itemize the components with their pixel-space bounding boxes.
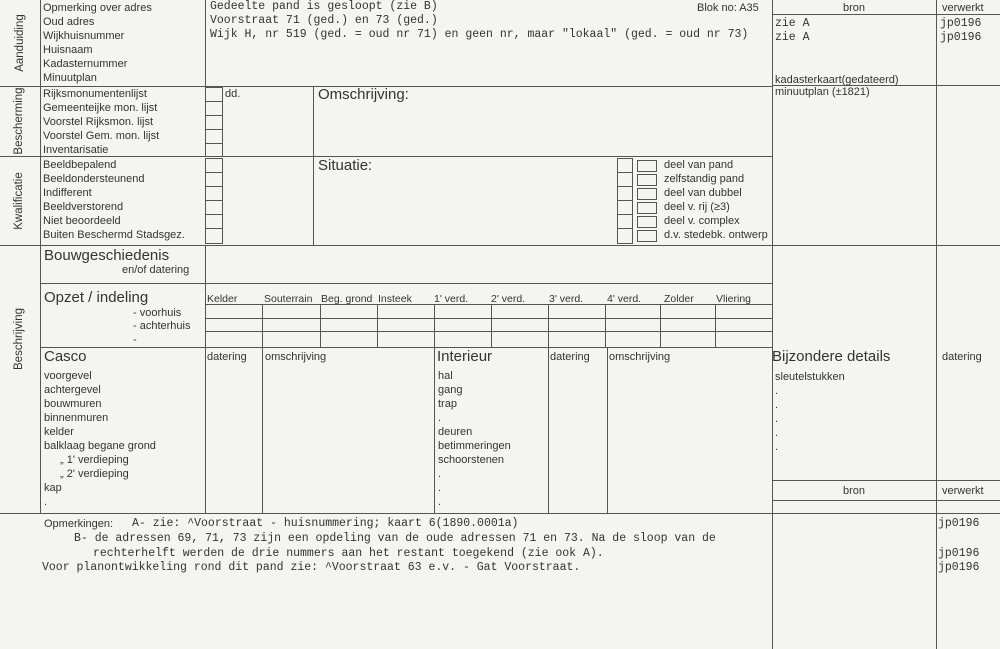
checkbox-zelfstandig-pand[interactable]	[617, 172, 633, 187]
bron-value: zie A	[775, 31, 810, 44]
interieur-heading: Interieur	[437, 348, 493, 365]
bijzondere-item: .	[775, 413, 779, 425]
interieur-item: trap	[438, 398, 457, 410]
deel-van-dubbel-icon	[637, 188, 657, 200]
verwerkt-value: jp0196	[938, 517, 980, 530]
opzet-heading: Opzet / indeling	[44, 289, 149, 306]
casco-omschrijving-header: omschrijving	[265, 351, 327, 363]
verwerkt-header: verwerkt	[942, 2, 984, 14]
aanduiding-bron-values	[775, 17, 899, 97]
section-label-kwalificatie: Kwalificatie	[13, 172, 25, 230]
casco-items	[44, 369, 156, 509]
bijzondere-item: .	[775, 399, 779, 411]
interieur-datering-header: datering	[550, 351, 590, 363]
label-indifferent: Indifferent	[43, 187, 92, 199]
checkbox-voorstel-rijksmon[interactable]	[205, 115, 223, 130]
floor-kelder: Kelder	[207, 293, 238, 305]
checkbox-rijksmonumentenlijst[interactable]	[205, 87, 223, 102]
bijzondere-datering-header: datering	[942, 351, 982, 363]
floor-vliering: Vliering	[716, 293, 752, 305]
bron-value: kadasterkaart(gedateerd)	[775, 74, 899, 86]
interieur-item: deuren	[438, 426, 473, 438]
casco-item: achtergevel	[44, 384, 101, 396]
bron-value: zie A	[775, 17, 810, 30]
casco-item: .	[44, 496, 48, 508]
checkbox-stedebk-ontwerp[interactable]	[617, 228, 633, 244]
bijzondere-item: .	[775, 427, 779, 439]
label-minuutplan: Minuutplan	[43, 72, 97, 84]
interieur-omschrijving-header: omschrijving	[609, 351, 671, 363]
bron-value	[775, 59, 899, 73]
floor-insteek: Insteek	[378, 293, 412, 305]
dd-label: dd.	[225, 88, 241, 100]
checkbox-beeldverstorend[interactable]	[205, 200, 223, 215]
opmerking-line-a: A- zie: ^Voorstraat - huisnummering; kaart 6(1890.0001a)	[132, 517, 519, 530]
floor-zolder: Zolder	[664, 293, 694, 305]
verwerkt-value: jp0196	[940, 31, 982, 44]
label-deel-v-rij: deel v. rij (≥3)	[664, 201, 730, 213]
aanduiding-values	[210, 0, 748, 42]
checkbox-buiten-beschermd[interactable]	[205, 228, 223, 244]
checkbox-deel-v-rij[interactable]	[617, 200, 633, 215]
opmerkingen-label: Opmerkingen:	[44, 518, 114, 530]
checkbox-indifferent[interactable]	[205, 186, 223, 201]
bron-value	[775, 45, 899, 59]
label-buiten-beschermd: Buiten Beschermd Stadsgez.	[43, 229, 185, 241]
label-beeldbepalend: Beeldbepalend	[43, 159, 117, 171]
label-opmerking-adres: Opmerking over adres	[43, 2, 152, 14]
floor-2-verd: 2' verd.	[491, 293, 526, 305]
label-inventarisatie: Inventarisatie	[43, 144, 109, 156]
label-gem-mon-lijst: Gemeenteijke mon. lijst	[43, 102, 158, 114]
situatie-labels	[664, 158, 768, 242]
verwerkt-value: jp0196	[938, 547, 980, 560]
bijzondere-bron-header: bron	[842, 485, 866, 497]
section-label-aanduiding: Aanduiding	[14, 14, 26, 72]
en-of-datering-label: en/of datering	[122, 264, 190, 276]
bijzondere-item: .	[775, 385, 779, 397]
omschrijving-heading: Omschrijving:	[318, 86, 409, 103]
casco-item: voorgevel	[44, 370, 92, 382]
opzet-row-achterhuis: - achterhuis	[133, 320, 191, 332]
casco-datering-header: datering	[207, 351, 247, 363]
interieur-item: .	[438, 482, 442, 494]
checkbox-deel-van-pand[interactable]	[617, 158, 633, 173]
checkbox-gem-mon-lijst[interactable]	[205, 101, 223, 116]
casco-item: balklaag begane grond	[44, 440, 156, 452]
casco-heading: Casco	[44, 348, 87, 365]
casco-item: kap	[44, 482, 62, 494]
value-oud-adres: Voorstraat 71 (ged.) en 73 (ged.)	[210, 14, 438, 27]
interieur-item: .	[438, 412, 442, 424]
label-beeldondersteunend: Beeldondersteunend	[43, 173, 145, 185]
checkbox-niet-beoordeeld[interactable]	[205, 214, 223, 229]
situatie-heading: Situatie:	[318, 157, 373, 174]
bijzondere-item: sleutelstukken	[775, 371, 845, 383]
floor-beg-grond: Beg. grond	[321, 293, 373, 305]
label-zelfstandig-pand: zelfstandig pand	[664, 173, 745, 185]
aanduiding-verwerkt-values	[940, 17, 981, 45]
section-label-beschrijving: Beschrijving	[13, 308, 25, 370]
bijzondere-items	[775, 370, 845, 454]
floor-4-verd: 4' verd.	[607, 293, 642, 305]
opzet-row-voorhuis: - voorhuis	[133, 307, 182, 319]
label-deel-van-pand: deel van pand	[664, 159, 734, 171]
label-oud-adres: Oud adres	[43, 16, 95, 28]
label-stedebk-ontwerp: d.v. stedebk. ontwerp	[664, 229, 768, 241]
opzet-row-empty: -	[133, 334, 137, 346]
zelfstandig-pand-icon	[637, 174, 657, 186]
floor-3-verd: 3' verd.	[549, 293, 584, 305]
bijzondere-verwerkt-header: verwerkt	[942, 485, 984, 497]
interieur-item: .	[438, 468, 442, 480]
casco-item: kelder	[44, 426, 74, 438]
interieur-item: hal	[438, 370, 453, 382]
bescherming-labels	[43, 87, 159, 157]
casco-item: „ 2' verdieping	[60, 468, 129, 480]
casco-item: bouwmuren	[44, 398, 102, 410]
verwerkt-value: jp0196	[938, 561, 980, 574]
label-kadasternummer: Kadasternummer	[43, 58, 128, 70]
opmerking-line-b: B- de adressen 69, 71, 73 zijn een opdeling van de oude adressen 71 en 73. Na de sloop van de	[74, 532, 716, 545]
label-wijkhuisnummer: Wijkhuisnummer	[43, 30, 125, 42]
floor-souterrain: Souterrain	[264, 293, 313, 305]
checkbox-beeldondersteunend[interactable]	[205, 172, 223, 187]
stedebk-ontwerp-icon	[637, 230, 657, 242]
label-voorstel-rijksmon: Voorstel Rijksmon. lijst	[43, 116, 154, 128]
checkbox-deel-v-complex[interactable]	[617, 214, 633, 229]
value-wijkhuisnummer: Wijk H, nr 519 (ged. = oud nr 71) en geen nr, maar "lokaal" (ged. = oud nr 73)	[210, 28, 749, 41]
bron-value: minuutplan (±1821)	[775, 86, 870, 98]
label-huisnaam: Huisnaam	[43, 44, 93, 56]
deel-v-rij-icon	[637, 202, 657, 214]
casco-item: binnenmuren	[44, 412, 109, 424]
verwerkt-value: jp0196	[940, 17, 982, 30]
blok-number: Blok no: A35	[697, 2, 759, 14]
deel-van-pand-icon	[637, 160, 657, 172]
aanduiding-labels	[43, 1, 152, 85]
bouwgeschiedenis-heading: Bouwgeschiedenis	[44, 247, 170, 264]
floor-1-verd: 1' verd.	[434, 293, 469, 305]
casco-item: „ 1' verdieping	[60, 454, 129, 466]
checkbox-beeldbepalend[interactable]	[205, 158, 223, 173]
interieur-item: betimmeringen	[438, 440, 511, 452]
bijzondere-item: .	[775, 441, 779, 453]
interieur-items	[438, 369, 511, 509]
label-deel-v-complex: deel v. complex	[664, 215, 740, 227]
bron-header: bron	[842, 2, 866, 14]
checkbox-voorstel-gem-mon[interactable]	[205, 129, 223, 144]
checkbox-deel-van-dubbel[interactable]	[617, 186, 633, 201]
kwalificatie-labels	[43, 158, 185, 242]
label-voorstel-gem-mon: Voorstel Gem. mon. lijst	[43, 130, 160, 142]
bijzondere-details-heading: Bijzondere details	[772, 348, 891, 365]
label-deel-van-dubbel: deel van dubbel	[664, 187, 742, 199]
section-label-bescherming: Bescherming	[13, 87, 25, 155]
interieur-item: gang	[438, 384, 463, 396]
label-beeldverstorend: Beeldverstorend	[43, 201, 124, 213]
opmerking-line-plan: Voor planontwikkeling rond dit pand zie: ^Voorstraat 63 e.v. - Gat Voorstraat.	[42, 561, 581, 574]
interieur-item: schoorstenen	[438, 454, 505, 466]
opmerkingen-verwerkt-values	[938, 517, 979, 575]
deel-v-complex-icon	[637, 216, 657, 228]
value-opmerking-adres: Gedeelte pand is gesloopt (zie B)	[210, 0, 438, 13]
label-niet-beoordeeld: Niet beoordeeld	[43, 215, 121, 227]
opmerking-line-b-cont: rechterhelft werden de drie nummers aan het restant toegekend (zie ook A).	[93, 547, 604, 560]
interieur-item: .	[438, 496, 442, 508]
label-rijksmonumentenlijst: Rijksmonumentenlijst	[43, 88, 147, 100]
checkbox-inventarisatie[interactable]	[205, 143, 223, 157]
